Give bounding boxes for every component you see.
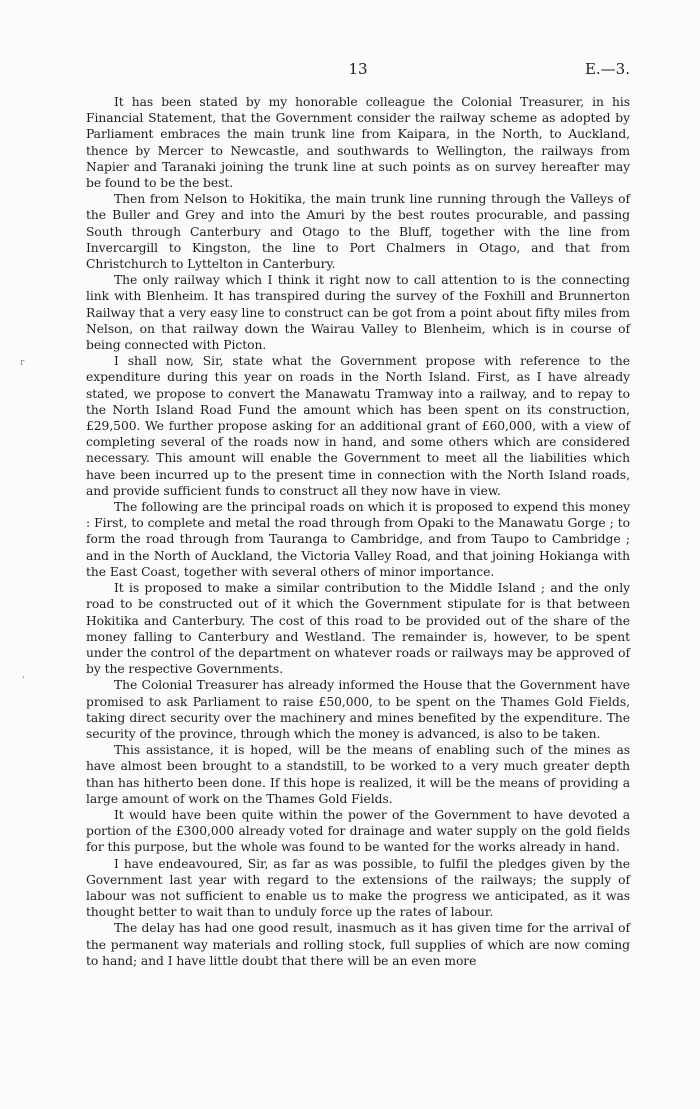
paragraph: Then from Nelson to Hokitika, the main trunk line running through the Valleys of the Buller and Grey and into the Amuri by the best routes procurable, and passing South through Canterbury and Otago to the Bluff, together with the line from Invercargill to Kingston, the line to Port Chalmers in Otago, and that from Christchurch to Lyttelton in Canterbury. — [86, 192, 630, 272]
paragraph: The only railway which I think it right now to call attention to is the connecting link with Blenheim. It has transpired during the survey of the Foxhill and Brunnerton Railway that a very easy line to construct can be got from a point about fifty miles from Nelson, on that railway down the Wairau Valley to Blenheim, which is in course of being connected with Picton. — [86, 273, 630, 353]
paragraph: It would have been quite within the power of the Government to have devoted a portion of the £300,000 already voted for drainage and water supply on the gold fields for this purpose, but the whole was found to be wanted for the works already in hand. — [86, 807, 630, 855]
paragraph: It is proposed to make a similar contribution to the Middle Island ; and the only road to be constructed out of it which the Government stipulate for is that between Hokitika and Canterbury. The cost of this road to be provided out of the share of the money falling to Canterbury and Westland. The remainder is, however, to be spent under the control of the department on whatever roads or railways may be approved of by the respective Governments. — [86, 581, 630, 677]
paragraph: I shall now, Sir, state what the Government propose with reference to the expenditure during this year on roads in the North Island. First, as I have already stated, we propose to convert the Manawatu Tramway into a railway, and to repay to the North Island Road Fund the amount which has been spent on its construction, £29,500. We further propose asking for an additional grant of £60,000, with a view of completing several of the roads now in hand, and some others which are considered necessary. This amount will enable the Government to meet all the liabilities which have been incurred up to the present time in connection with the North Island roads, and provide sufficient funds to construct all they now have in view. — [86, 354, 630, 498]
paragraph: I have endeavoured, Sir, as far as was possible, to fulfil the pledges given by the Government last year with regard to the extensions of the railways; the supply of labour was not sufficient to enable us to make the progress we anticipated, as it was thought better to wait than to unduly force up the rates of labour. — [86, 856, 630, 920]
page-header — [86, 60, 630, 80]
paragraph: The Colonial Treasurer has already informed the House that the Government have promised to ask Parliament to raise £50,000, to be spent on the Thames Gold Fields, taking direct security over the machinery and mines benefited by the expenditure. The security of the province, through which the money is advanced, is also to be taken. — [86, 678, 630, 741]
paragraph: The following are the principal roads on which it is proposed to expend this money : First, to complete and metal the road through from Opaki to the Manawatu Gorge ; to form the road through from Tauranga to Cambridge, and from Taupo to Cambridge ; and in the North of Auckland, the Victoria Valley Road, and that joining Hokianga with the East Coast, together with several others of minor importance. — [86, 500, 630, 579]
margin-mark: ' — [22, 676, 25, 686]
margin-mark: r — [20, 358, 25, 368]
body-text — [86, 94, 630, 969]
paragraph: The delay has had one good result, inasmuch as it has given time for the arrival of the permanent way materials and rolling stock, full supplies of which are now coming to hand; and I have little doubt that there will be an even more — [86, 921, 630, 968]
paragraph: This assistance, it is hoped, will be the means of enabling such of the mines as have almost been brought to a standstill, to be worked to a very much greater depth than has hitherto been done. If this hope is realized, it will be the means of providing a large amount of work on the Thames Gold Fields. — [86, 743, 630, 806]
paragraph: It has been stated by my honorable colleague the Colonial Treasurer, in his Financial Statement, that the Government consider the railway scheme as adopted by Parliament embraces the main trunk line from Kaipara, in the North, to Auckland, thence by Mercer to Newcastle, and southwards to Wellington, the railways from Napier and Taranaki joining the trunk line at such points as on survey hereafter may be found to be the best. — [86, 95, 630, 191]
document-reference: E.—3. — [584, 60, 630, 78]
page-number: 13 — [348, 60, 368, 78]
